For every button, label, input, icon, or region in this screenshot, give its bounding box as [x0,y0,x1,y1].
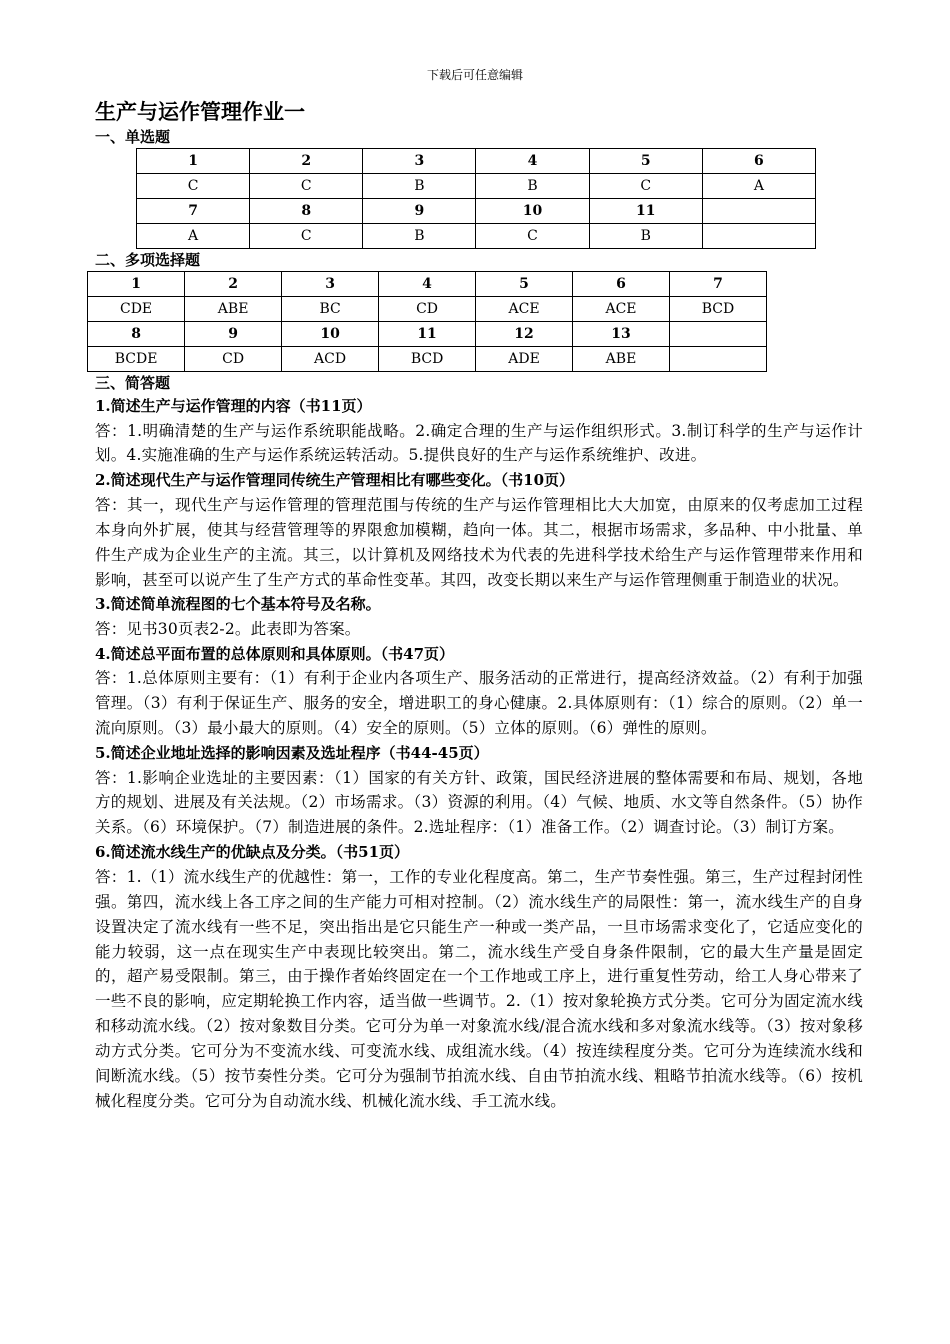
table-row [137,174,816,199]
table-cell: A [137,224,250,249]
table-cell: B [476,174,589,199]
table-cell [702,224,815,249]
table-cell: B [363,174,476,199]
table-row [88,347,767,372]
table-cell: 8 [88,322,185,347]
table-cell: CDE [88,297,185,322]
table-cell: B [363,224,476,249]
question-6: 6.简述流水线生产的优缺点及分类。（书51页） [95,843,410,862]
multiple-choice-answer-table [87,271,767,372]
answer-6: 答：1.（1）流水线生产的优越性：第一，工作的专业化程度高。第二，生产节奏性强。第三，生产过程封闭性强。第四，流水线上各工序之间的生产能力可相对控制。（2）流水线生产的局限性：第一，流水线生产的自身设置决定了流水线有一些不足，突出指出是它只能生产一种或一类产品，一旦市场需求变化了，它适应变化的能力较弱，这一点在现实生产中表现比较突出。第二，流水线生产受自身条件限制，它的最大生产量是固定的，超产易受限制。第三，由于操作者始终固定在一个工作地或工序上，进行重复性劳动，给工人身心带来了一些不良的影响，应定期轮换工作内容，适当做一些调节。2.（1）按对象轮换方式分类。它可分为固定流水线和移动流水线。（2）按对象数目分类。它可分为单一对象流水线/混合流水线和多对象流水线等。（3）按对象移动方式分类。它可分为不变流水线、可变流水线、成组流水线。（4）按连续程度分类。它可分为连续流水线和间断流水线。（5）按节奏性分类。它可分为强制节拍流水线、自由节拍流水线、粗略节拍流水线等。（6）按机械化程度分类。它可分为自动流水线、机械化流水线、手工流水线。 [95,867,863,1110]
table-cell: CD [379,297,476,322]
table-cell: 1 [137,149,250,174]
table-cell: B [589,224,702,249]
table-cell: ADE [476,347,573,372]
table-row [88,297,767,322]
answer-2: 答：其一，现代生产与运作管理的管理范围与传统的生产与运作管理相比大大加宽，由原来的仅考虑加工过程本身向外扩展，使其与经营管理等的界限愈加模糊，趋向一体。其二，根据市场需求，多品种、中小批量、单件生产成为企业生产的主流。其三，以计算机及网络技术为代表的先进科学技术给生产与运作管理带来作用和影响，甚至可以说产生了生产方式的革命性变革。其四，改变长期以来生产与运作管理侧重于制造业的状况。 [95,495,863,589]
table-cell: 6 [702,149,815,174]
table-cell [669,347,766,372]
section-heading-single-choice: 一、单选题 [95,128,171,146]
document-body [95,98,863,1114]
header-note: 下载后可任意编辑 [426,68,523,82]
table-row [88,272,767,297]
question-3: 3.简述简单流程图的七个基本符号及名称。 [95,595,381,614]
table-cell: BC [282,297,379,322]
table-cell: C [250,224,363,249]
table-row [137,149,816,174]
table-row [88,322,767,347]
table-cell: ABE [573,347,670,372]
table-cell: 9 [185,322,282,347]
table-cell: 10 [476,199,589,224]
table-cell: 5 [589,149,702,174]
single-choice-answer-table [136,148,816,249]
table-cell: 13 [573,322,670,347]
table-cell: ACE [476,297,573,322]
section-heading-short-answer: 三、简答题 [95,374,171,392]
table-cell: 8 [250,199,363,224]
table-cell: A [702,174,815,199]
answer-4: 答：1.总体原则主要有：（1）有利于企业内各项生产、服务活动的正常进行，提高经济效益。（2）有利于加强管理。（3）有利于保证生产、服务的安全，增进职工的身心健康。2.具体原则有：（1）综合的原则。（2）单一流向原则。（3）最小最大的原则。（4）安全的原则。（5）立体的原则。（6）弹性的原则。 [95,669,863,738]
table-cell: C [476,224,589,249]
table-cell: 3 [282,272,379,297]
table-cell: 4 [476,149,589,174]
table-cell: BCD [379,347,476,372]
table-cell: 3 [363,149,476,174]
table-cell: 11 [589,199,702,224]
table-row [137,224,816,249]
table-cell [669,322,766,347]
table-cell: 2 [250,149,363,174]
question-4: 4.简述总平面布置的总体原则和具体原则。（书47页） [95,644,455,663]
table-cell: 9 [363,199,476,224]
page-title: 生产与运作管理作业一 [95,99,305,124]
answer-1: 答：1.明确清楚的生产与运作系统职能战略。2.确定合理的生产与运作组织形式。3.制订科学的生产与运作计划。4.实施准确的生产与运作系统运转活动。5.提供良好的生产与运作系统维护、改进。 [95,421,863,465]
table-cell: C [250,174,363,199]
table-cell: BCDE [88,347,185,372]
table-cell: C [137,174,250,199]
answer-3: 答：见书30页表2-2。此表即为答案。 [95,619,361,638]
table-cell: 10 [282,322,379,347]
table-cell: 4 [379,272,476,297]
table-row [137,199,816,224]
table-cell [702,199,815,224]
table-cell: ACE [573,297,670,322]
table-cell: 1 [88,272,185,297]
table-cell: ABE [185,297,282,322]
table-cell: 6 [573,272,670,297]
table-cell: CD [185,347,282,372]
table-cell: 5 [476,272,573,297]
table-cell: 7 [137,199,250,224]
table-cell: BCD [669,297,766,322]
table-cell: 2 [185,272,282,297]
table-cell: 7 [669,272,766,297]
question-2: 2.简述现代生产与运作管理同传统生产管理相比有哪些变化。（书10页） [95,471,575,490]
answer-5: 答：1.影响企业选址的主要因素：（1）国家的有关方针、政策，国民经济进展的整体需要和布局、规划，各地方的规划、进展及有关法规。（2）市场需求。（3）资源的利用。（4）气候、地质、水文等自然条件。（5）协作关系。（6）环境保护。（7）制造进展的条件。2.选址程序：（1）准备工作。（2）调查讨论。（3）制订方案。 [95,768,863,837]
question-1: 1.简述生产与运作管理的内容（书11页） [95,397,372,415]
table-cell: C [589,174,702,199]
section-heading-multiple-choice: 二、多项选择题 [95,251,201,269]
table-cell: 12 [476,322,573,347]
table-cell: ACD [282,347,379,372]
table-cell: 11 [379,322,476,347]
question-5: 5.简述企业地址选择的影响因素及选址程序（书44-45页） [95,744,489,763]
